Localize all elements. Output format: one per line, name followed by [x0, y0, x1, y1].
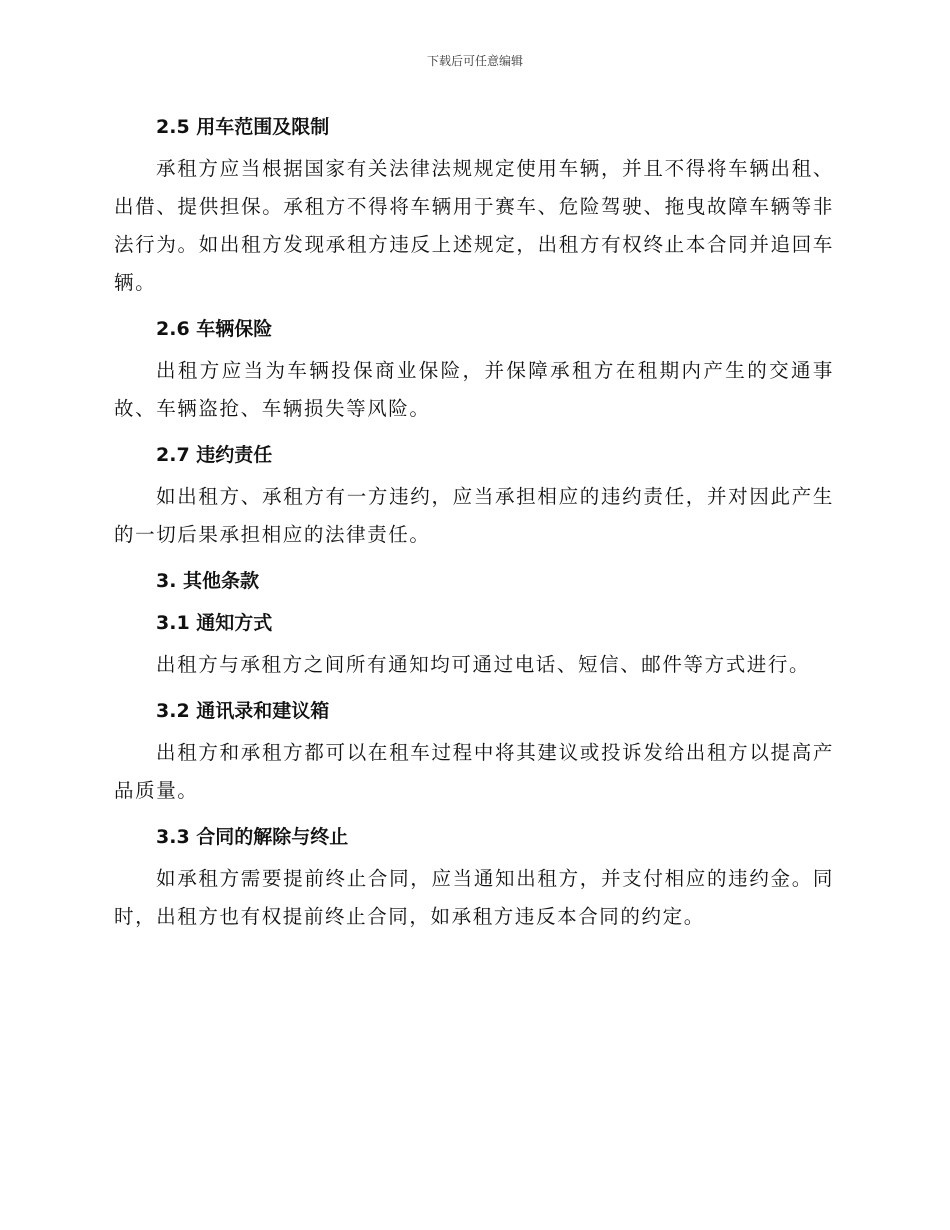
section-3: [114, 562, 834, 600]
section-heading: 3. 其他条款: [156, 570, 260, 592]
section-2-6: [114, 310, 834, 428]
section-paragraph: 如出租方、承租方有一方违约，应当承担相应的违约责任，并对因此产生的一切后果承担相应的法律责任。: [114, 485, 834, 546]
section-2-5: [114, 108, 834, 302]
section-heading: 2.6 车辆保险: [156, 318, 273, 340]
section-3-1: [114, 604, 834, 684]
section-heading: 3.1 通知方式: [156, 612, 273, 634]
section-heading: 2.7 违约责任: [156, 444, 273, 466]
section-paragraph: 承租方应当根据国家有关法律法规规定使用车辆，并且不得将车辆出租、出借、提供担保。承租方不得将车辆用于赛车、危险驾驶、拖曳故障车辆等非法行为。如出租方发现承租方违反上述规定，出租方有权终止本合同并追回车辆。: [114, 157, 834, 294]
document-body: [114, 108, 834, 944]
section-heading: 3.3 合同的解除与终止: [156, 826, 349, 848]
section-heading: 2.5 用车范围及限制: [156, 116, 330, 138]
page-header-note: 下载后可任意编辑: [426, 54, 523, 68]
section-paragraph: 出租方与承租方之间所有通知均可通过电话、短信、邮件等方式进行。: [156, 653, 811, 676]
section-3-2: [114, 692, 834, 810]
section-paragraph: 如承租方需要提前终止合同，应当通知出租方，并支付相应的违约金。同时，出租方也有权提前终止合同，如承租方违反本合同的约定。: [114, 867, 834, 928]
section-heading: 3.2 通讯录和建议箱: [156, 700, 330, 722]
section-3-3: [114, 818, 834, 936]
section-2-7: [114, 436, 834, 554]
section-paragraph: 出租方应当为车辆投保商业保险，并保障承租方在租期内产生的交通事故、车辆盗抢、车辆损失等风险。: [114, 359, 834, 420]
section-paragraph: 出租方和承租方都可以在租车过程中将其建议或投诉发给出租方以提高产品质量。: [114, 741, 834, 802]
